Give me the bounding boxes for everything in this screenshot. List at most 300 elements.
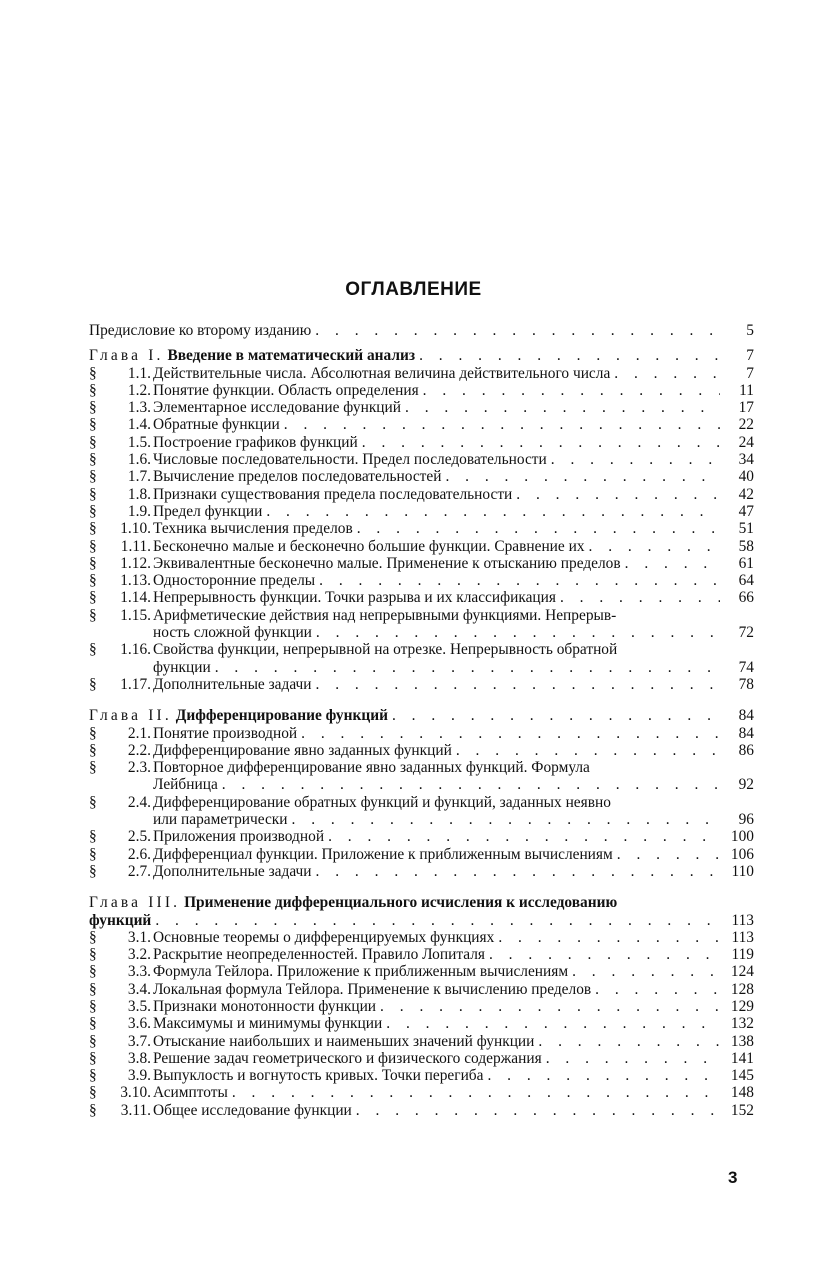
leader-dots bbox=[610, 365, 720, 382]
toc-entry-title: Основные теоремы о дифференцируемых функциях bbox=[153, 928, 495, 946]
section-number-cell bbox=[89, 1067, 153, 1084]
section-number: 1.3. bbox=[127, 399, 151, 417]
leader-dots bbox=[441, 468, 720, 485]
toc-entry[interactable] bbox=[89, 607, 754, 642]
toc-entry-title: Локальная формула Тейлора. Применение к вычислению пределов bbox=[153, 980, 592, 998]
section-number-cell bbox=[89, 725, 153, 742]
toc-entry-page: 5 bbox=[746, 322, 754, 339]
section-sign: § bbox=[89, 1101, 97, 1119]
section-sign: § bbox=[89, 997, 97, 1015]
section-sign: § bbox=[89, 862, 97, 880]
toc-entry[interactable] bbox=[89, 759, 754, 794]
toc-entry-page: 138 bbox=[730, 1032, 754, 1050]
section-number-cell bbox=[89, 572, 153, 589]
section-sign: § bbox=[89, 520, 97, 538]
toc-entry-body bbox=[153, 1067, 720, 1084]
section-sign: § bbox=[89, 641, 97, 659]
section-number-cell bbox=[89, 963, 153, 980]
section-number: 3.3. bbox=[127, 963, 151, 981]
section-number: 3.4. bbox=[127, 980, 151, 998]
leader-dots bbox=[324, 828, 720, 845]
toc-entry[interactable] bbox=[89, 946, 754, 963]
leader-dots bbox=[512, 486, 720, 503]
leader-dots bbox=[288, 811, 720, 828]
section-number-cell bbox=[89, 998, 153, 1015]
section-number-cell bbox=[89, 946, 153, 963]
toc-entry-body bbox=[153, 963, 720, 980]
section-sign: § bbox=[89, 416, 97, 434]
toc-entry-body bbox=[153, 416, 720, 433]
section-number-cell bbox=[89, 828, 153, 845]
leader-dots bbox=[297, 725, 720, 742]
toc-entry-title: Раскрытие неопределенностей. Правило Лопиталя bbox=[153, 946, 485, 964]
section-sign: § bbox=[89, 554, 97, 572]
toc-entry-body bbox=[153, 759, 720, 794]
section-sign: § bbox=[89, 675, 97, 693]
section-number-cell bbox=[89, 1084, 153, 1101]
toc-entry-body bbox=[153, 981, 720, 998]
chapter-heading bbox=[89, 347, 415, 364]
toc-entry-body bbox=[153, 676, 720, 693]
toc-entry-body bbox=[153, 794, 720, 829]
leader-dots bbox=[151, 912, 720, 929]
table-of-contents bbox=[89, 322, 754, 1119]
toc-entry-title: Элементарное исследование функций bbox=[153, 399, 402, 417]
toc-entry-page: 84 bbox=[738, 707, 754, 725]
section-number: 1.5. bbox=[127, 433, 151, 451]
toc-entry-page: 74 bbox=[738, 658, 754, 676]
toc-entry-title: Действительные числа. Абсолютная величина действительного числа bbox=[153, 364, 611, 382]
toc-entry-page: 40 bbox=[738, 468, 754, 486]
toc-entry-title: Бесконечно малые и бесконечно большие функции. Сравнение их bbox=[153, 537, 585, 555]
toc-entry-title: Односторонние пределы bbox=[153, 572, 316, 590]
chapter-2-sections bbox=[89, 725, 754, 881]
chapter-1-sections bbox=[89, 365, 754, 694]
chapter-label: Глава III. bbox=[89, 894, 181, 912]
leader-dots bbox=[312, 676, 720, 693]
toc-entry-title: Решение задач геометрического и физического содержания bbox=[153, 1049, 542, 1067]
toc-entry[interactable] bbox=[89, 641, 754, 676]
leader-dots bbox=[382, 1015, 720, 1032]
section-number-cell bbox=[89, 863, 153, 880]
toc-entry-title: Обратные функции bbox=[153, 416, 280, 434]
leader-dots bbox=[591, 981, 720, 998]
section-sign: § bbox=[89, 589, 97, 607]
leader-dots bbox=[534, 1033, 720, 1050]
section-number-cell bbox=[89, 929, 153, 946]
leader-dots bbox=[547, 451, 720, 468]
section-sign: § bbox=[89, 364, 97, 382]
leader-dots bbox=[388, 707, 720, 724]
toc-entry-title: Эквивалентные бесконечно малые. Применение к отысканию пределов bbox=[153, 554, 621, 572]
toc-entry[interactable] bbox=[89, 399, 754, 416]
toc-entry-page: 100 bbox=[730, 828, 754, 846]
leader-dots bbox=[312, 863, 720, 880]
toc-entry-title-line1: Свойства функции, непрерывной на отрезке. Непрерывность обратной bbox=[153, 641, 618, 659]
section-sign: § bbox=[89, 759, 97, 777]
toc-entry-title: Асимптоты bbox=[153, 1084, 228, 1102]
toc-entry-body bbox=[153, 998, 720, 1015]
toc-entry[interactable] bbox=[89, 1102, 754, 1119]
toc-entry-body bbox=[153, 555, 720, 572]
toc-entry-page: 58 bbox=[738, 537, 754, 555]
toc-entry[interactable] bbox=[89, 434, 754, 451]
chapter-3-sections bbox=[89, 929, 754, 1119]
section-number-cell bbox=[89, 981, 153, 998]
section-number: 1.1. bbox=[127, 364, 151, 382]
toc-entry-page: 113 bbox=[731, 911, 754, 929]
toc-entry-title: ность сложной функции bbox=[153, 624, 312, 642]
section-number-cell bbox=[89, 589, 153, 606]
leader-dots bbox=[280, 416, 720, 433]
leader-dots bbox=[485, 946, 720, 963]
toc-entry[interactable] bbox=[89, 1033, 754, 1050]
section-number: 1.13. bbox=[120, 572, 151, 590]
section-sign: § bbox=[89, 928, 97, 946]
chapter-title-line1: Применение дифференциального исчисления к исследованию bbox=[184, 894, 618, 912]
toc-entry[interactable] bbox=[89, 1084, 754, 1101]
toc-entry-body bbox=[153, 946, 720, 963]
section-number-cell bbox=[89, 759, 153, 776]
section-sign: § bbox=[89, 502, 97, 520]
toc-entry-title: Понятие производной bbox=[153, 724, 298, 742]
toc-entry-page: 129 bbox=[730, 997, 754, 1015]
section-number-cell bbox=[89, 742, 153, 759]
leader-dots bbox=[312, 624, 720, 641]
section-number: 1.9. bbox=[127, 502, 151, 520]
toc-entry[interactable] bbox=[89, 468, 754, 485]
section-number: 3.10. bbox=[120, 1084, 151, 1102]
section-sign: § bbox=[89, 485, 97, 503]
section-number-cell bbox=[89, 555, 153, 572]
toc-entry-body bbox=[153, 607, 720, 642]
leader-dots bbox=[218, 776, 720, 793]
toc-entry-body bbox=[153, 399, 720, 416]
section-number: 1.2. bbox=[127, 381, 151, 399]
toc-entry-body bbox=[153, 365, 720, 382]
section-number: 2.2. bbox=[127, 741, 151, 759]
toc-entry-page: 66 bbox=[738, 589, 754, 607]
toc-entry-page: 92 bbox=[738, 776, 754, 794]
section-number-cell bbox=[89, 794, 153, 811]
toc-entry-page: 96 bbox=[738, 811, 754, 829]
toc-entry[interactable] bbox=[89, 416, 754, 433]
leader-dots bbox=[613, 846, 720, 863]
toc-entry[interactable] bbox=[89, 365, 754, 382]
section-sign: § bbox=[89, 946, 97, 964]
toc-entry-body bbox=[153, 929, 720, 946]
toc-entry-title: Предел функции bbox=[153, 502, 263, 520]
toc-entry[interactable] bbox=[89, 503, 754, 520]
section-number-cell bbox=[89, 607, 153, 624]
section-sign: § bbox=[89, 793, 97, 811]
toc-entry-title: Общее исследование функции bbox=[153, 1101, 352, 1119]
toc-entry-page: 22 bbox=[738, 416, 754, 434]
section-number-cell bbox=[89, 1050, 153, 1067]
toc-entry-title: Лейбница bbox=[153, 776, 218, 794]
section-number-cell bbox=[89, 365, 153, 382]
leader-dots bbox=[494, 929, 720, 946]
section-number-cell bbox=[89, 399, 153, 416]
toc-entry[interactable] bbox=[89, 846, 754, 863]
toc-entry-title: Непрерывность функции. Точки разрыва и их классификация bbox=[153, 589, 556, 607]
section-number: 3.2. bbox=[127, 946, 151, 964]
section-number: 2.4. bbox=[127, 793, 151, 811]
toc-entry-body bbox=[153, 742, 720, 759]
toc-entry-page: 148 bbox=[730, 1084, 754, 1102]
toc-entry-page: 145 bbox=[730, 1067, 754, 1085]
leader-dots bbox=[621, 555, 720, 572]
toc-entry-page: 51 bbox=[738, 520, 754, 538]
leader-dots bbox=[228, 1084, 720, 1101]
section-sign: § bbox=[89, 606, 97, 624]
section-number: 3.6. bbox=[127, 1015, 151, 1033]
toc-entry-body bbox=[153, 520, 720, 537]
toc-entry-title: Построение графиков функций bbox=[153, 433, 358, 451]
toc-entry-title: Выпуклость и вогнутость кривых. Точки перегиба bbox=[153, 1067, 484, 1085]
section-sign: § bbox=[89, 828, 97, 846]
toc-entry-page: 47 bbox=[738, 502, 754, 520]
toc-entry[interactable] bbox=[89, 538, 754, 555]
toc-entry-page: 124 bbox=[730, 963, 754, 981]
toc-entry-title: или параметрически bbox=[153, 811, 288, 829]
toc-entry[interactable] bbox=[89, 998, 754, 1015]
section-sign: § bbox=[89, 451, 97, 469]
toc-entry-title: Вычисление пределов последовательностей bbox=[153, 468, 442, 486]
section-sign: § bbox=[89, 537, 97, 555]
section-sign: § bbox=[89, 399, 97, 417]
section-sign: § bbox=[89, 845, 97, 863]
leader-dots bbox=[415, 347, 720, 364]
toc-entry-preface[interactable] bbox=[89, 322, 754, 339]
section-number: 1.11. bbox=[120, 537, 151, 555]
section-sign: § bbox=[89, 1067, 97, 1085]
toc-entry-page: 11 bbox=[739, 381, 754, 399]
toc-entry-body bbox=[153, 589, 720, 606]
toc-entry[interactable] bbox=[89, 929, 754, 946]
section-number: 3.11. bbox=[120, 1101, 151, 1119]
leader-dots bbox=[315, 572, 720, 589]
section-sign: § bbox=[89, 572, 97, 590]
toc-entry-page: 84 bbox=[738, 724, 754, 742]
section-number: 3.5. bbox=[127, 997, 151, 1015]
toc-entry[interactable] bbox=[89, 981, 754, 998]
toc-entry-title: Дифференциал функции. Приложение к приближенным вычислениям bbox=[153, 845, 613, 863]
section-number: 2.6. bbox=[127, 845, 151, 863]
toc-entry[interactable] bbox=[89, 1050, 754, 1067]
toc-entry-body bbox=[153, 828, 720, 845]
section-number-cell bbox=[89, 451, 153, 468]
toc-entry-page: 141 bbox=[730, 1049, 754, 1067]
section-number-cell bbox=[89, 520, 153, 537]
page-number: 3 bbox=[728, 1168, 738, 1187]
toc-entry-body bbox=[153, 503, 720, 520]
toc-entry-title-line1: Повторное дифференцирование явно заданных функций. Формула bbox=[153, 759, 590, 777]
chapter-label: Глава I. bbox=[89, 347, 164, 365]
chapter-label: Глава II. bbox=[89, 707, 172, 725]
section-number: 3.9. bbox=[127, 1067, 151, 1085]
section-number-cell bbox=[89, 382, 153, 399]
toc-entry[interactable] bbox=[89, 486, 754, 503]
toc-entry-page: 106 bbox=[730, 845, 754, 863]
leader-dots bbox=[568, 963, 720, 980]
toc-entry-body bbox=[153, 434, 720, 451]
toc-entry[interactable] bbox=[89, 451, 754, 468]
toc-entry-body bbox=[153, 468, 720, 485]
section-sign: § bbox=[89, 433, 97, 451]
section-number: 1.8. bbox=[127, 485, 151, 503]
section-number: 1.16. bbox=[120, 641, 151, 659]
section-number: 2.5. bbox=[127, 828, 151, 846]
toc-entry[interactable] bbox=[89, 1015, 754, 1032]
section-sign: § bbox=[89, 1032, 97, 1050]
toc-entry-title: Формула Тейлора. Приложение к приближенным вычислениям bbox=[153, 963, 569, 981]
section-number-cell bbox=[89, 434, 153, 451]
section-number-cell bbox=[89, 1033, 153, 1050]
section-sign: § bbox=[89, 381, 97, 399]
toc-entry[interactable] bbox=[89, 572, 754, 589]
section-number: 1.6. bbox=[127, 451, 151, 469]
toc-entry[interactable] bbox=[89, 382, 754, 399]
leader-dots bbox=[352, 1102, 720, 1119]
toc-entry-title: Числовые последовательности. Предел последовательности bbox=[153, 451, 547, 469]
toc-entry-body bbox=[153, 846, 720, 863]
section-number: 1.7. bbox=[127, 468, 151, 486]
chapter-heading bbox=[89, 707, 388, 724]
toc-entry[interactable] bbox=[89, 863, 754, 880]
toc-entry-body bbox=[153, 1050, 720, 1067]
toc-entry-page: 152 bbox=[730, 1101, 754, 1119]
section-sign: § bbox=[89, 1049, 97, 1067]
toc-entry[interactable] bbox=[89, 963, 754, 980]
chapter-title: функций bbox=[89, 911, 152, 929]
leader-dots bbox=[452, 742, 720, 759]
leader-dots bbox=[542, 1050, 720, 1067]
section-number: 3.1. bbox=[127, 928, 151, 946]
toc-entry-page: 72 bbox=[738, 624, 754, 642]
toc-entry-body bbox=[153, 641, 720, 676]
chapter-heading bbox=[89, 894, 720, 911]
toc-entry-body bbox=[153, 1033, 720, 1050]
toc-entry-body bbox=[153, 382, 720, 399]
section-number-cell bbox=[89, 641, 153, 658]
section-number-cell bbox=[89, 846, 153, 863]
toc-chapter-2[interactable] bbox=[89, 707, 754, 724]
toc-entry-title: Дополнительные задачи bbox=[153, 862, 312, 880]
section-number-cell bbox=[89, 538, 153, 555]
toc-entry-body bbox=[153, 1084, 720, 1101]
chapter-title: Дифференцирование функций bbox=[175, 707, 388, 725]
section-number: 3.8. bbox=[127, 1049, 151, 1067]
toc-entry-page: 17 bbox=[738, 399, 754, 417]
toc-entry-body bbox=[153, 863, 720, 880]
leader-dots bbox=[585, 538, 720, 555]
toc-entry-title: Признаки существования предела последовательности bbox=[153, 485, 513, 503]
toc-entry-body bbox=[153, 1102, 720, 1119]
leader-dots bbox=[556, 589, 720, 606]
toc-entry-page: 113 bbox=[731, 928, 754, 946]
leader-dots bbox=[376, 998, 720, 1015]
section-sign: § bbox=[89, 741, 97, 759]
section-number: 1.12. bbox=[120, 554, 151, 572]
section-number-cell bbox=[89, 503, 153, 520]
toc-entry[interactable] bbox=[89, 589, 754, 606]
leader-dots bbox=[262, 503, 720, 520]
section-number-cell bbox=[89, 1102, 153, 1119]
section-number-cell bbox=[89, 416, 153, 433]
toc-entry-title: Максимумы и минимумы функции bbox=[153, 1015, 383, 1033]
toc-entry[interactable] bbox=[89, 1067, 754, 1084]
toc-entry-body bbox=[153, 451, 720, 468]
toc-entry-page: 61 bbox=[738, 554, 754, 572]
toc-entry[interactable] bbox=[89, 676, 754, 693]
toc-entry-page: 119 bbox=[731, 946, 754, 964]
toc-entry-title: Дополнительные задачи bbox=[153, 675, 312, 693]
section-number: 3.7. bbox=[127, 1032, 151, 1050]
toc-chapter-1[interactable] bbox=[89, 347, 754, 364]
section-number: 2.3. bbox=[127, 759, 151, 777]
section-sign: § bbox=[89, 1015, 97, 1033]
section-sign: § bbox=[89, 963, 97, 981]
toc-entry[interactable] bbox=[89, 742, 754, 759]
toc-entry-page: 42 bbox=[738, 485, 754, 503]
section-sign: § bbox=[89, 1084, 97, 1102]
toc-entry[interactable] bbox=[89, 725, 754, 742]
section-number-cell bbox=[89, 1015, 153, 1032]
toc-entry-page: 78 bbox=[738, 675, 754, 693]
section-number: 1.14. bbox=[120, 589, 151, 607]
toc-entry-title: функции bbox=[153, 658, 211, 676]
toc-entry-title: Отыскание наибольших и наименьших значений функции bbox=[153, 1032, 535, 1050]
section-number-cell bbox=[89, 468, 153, 485]
toc-entry-title-line1: Дифференцирование обратных функций и функций, заданных неявно bbox=[153, 793, 611, 811]
leader-dots bbox=[353, 520, 720, 537]
toc-entry-title: Дифференцирование явно заданных функций bbox=[153, 741, 452, 759]
section-sign: § bbox=[89, 468, 97, 486]
section-number: 1.4. bbox=[127, 416, 151, 434]
toc-entry[interactable] bbox=[89, 794, 754, 829]
leader-dots bbox=[483, 1067, 720, 1084]
toc-entry-title: Понятие функции. Область определения bbox=[153, 381, 419, 399]
toc-entry-page: 110 bbox=[731, 862, 754, 880]
toc-entry-title: Приложения производной bbox=[153, 828, 325, 846]
toc-entry[interactable] bbox=[89, 520, 754, 537]
toc-entry-body bbox=[153, 538, 720, 555]
toc-entry-page: 86 bbox=[738, 741, 754, 759]
leader-dots bbox=[358, 434, 720, 451]
section-number: 1.10. bbox=[120, 520, 151, 538]
toc-entry-page: 34 bbox=[738, 451, 754, 469]
toc-entry-body bbox=[153, 1015, 720, 1032]
toc-entry-title: Признаки монотонности функции bbox=[153, 997, 377, 1015]
section-sign: § bbox=[89, 980, 97, 998]
leader-dots bbox=[401, 399, 720, 416]
section-number: 1.17. bbox=[120, 675, 151, 693]
toc-chapter-3[interactable] bbox=[89, 894, 754, 929]
toc-entry[interactable] bbox=[89, 828, 754, 845]
toc-entry-page: 7 bbox=[746, 347, 754, 365]
toc-entry[interactable] bbox=[89, 555, 754, 572]
leader-dots bbox=[419, 382, 720, 399]
toc-entry-page: 132 bbox=[730, 1015, 754, 1033]
section-number-cell bbox=[89, 486, 153, 503]
section-number-cell bbox=[89, 676, 153, 693]
toc-entry-body bbox=[153, 486, 720, 503]
toc-entry-page: 128 bbox=[730, 980, 754, 998]
page-title: ОГЛАВЛЕНИЕ bbox=[345, 279, 482, 300]
toc-entry-title: Предисловие ко второму изданию bbox=[89, 322, 312, 339]
section-number: 2.1. bbox=[127, 724, 151, 742]
